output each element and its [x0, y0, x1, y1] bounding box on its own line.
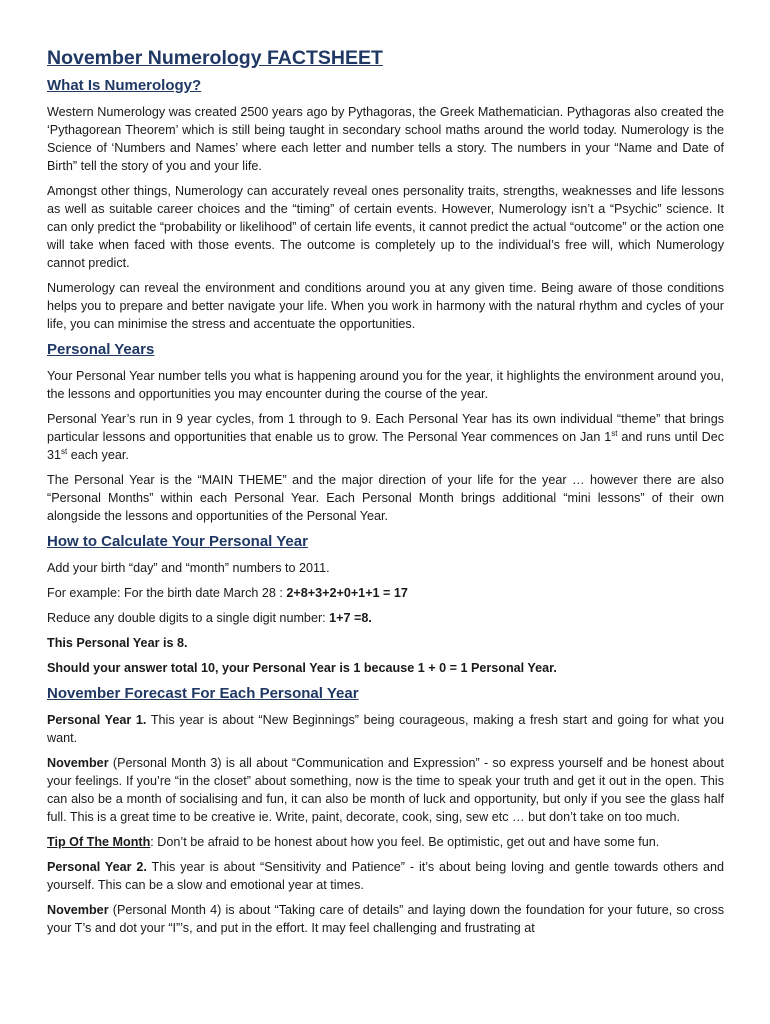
forecast-tip	[47, 833, 724, 851]
calc-line-3	[47, 609, 724, 627]
nov2-label: November	[47, 903, 109, 917]
py1-label: Personal Year 1.	[47, 713, 147, 727]
text: and runs until Dec 31	[47, 430, 724, 462]
text: Reduce any double digits to a single digit number:	[47, 611, 330, 625]
text: : Don’t be afraid to be honest about how you feel. Be optimistic, get out and have some fun.	[150, 835, 660, 849]
heading-question-mark: ?	[192, 77, 202, 94]
text: Personal Year’s run in 9 year cycles, from 1 through to 9. Each Personal Year has its own individual “theme” that brings particular lessons and opportunities that enable us to grow. The Personal Year commences on Jan 1	[47, 412, 724, 444]
calc-line-4: This Personal Year is 8.	[47, 636, 188, 650]
forecast-py1	[47, 711, 724, 747]
heading-what-is-numerology	[47, 76, 724, 96]
text: This year is about “New Beginnings” being courageous, making a fresh start and going for what you want.	[47, 713, 724, 745]
heading-text: What Is Numerology	[47, 77, 193, 94]
heading-november-forecast: November Forecast For Each Personal Year	[47, 685, 359, 702]
superscript: st	[611, 428, 618, 438]
calc-sum: 2+8+3+2+0+1+1 = 17	[286, 586, 408, 600]
py2-label: Personal Year 2.	[47, 860, 147, 874]
nov1-label: November	[47, 756, 109, 770]
paragraph-what-2: Amongst other things, Numerology can accurately reveal ones personality traits, strengths, weaknesses and life lessons as well as suitable career choices and the “timing” of certain events. However, Numerology isn’t a “Psychic” science. It can only predict the “probability or likelihood” of certain life events, it cannot predict the actual “outcome” or the action one will take when faced with those events. The outcome is completely up to the individual’s free will, which Numerology cannot predict.	[47, 184, 724, 270]
paragraph-personal-1: Your Personal Year number tells you what is happening around you for the year, it highlights the environment around you, the lessons and opportunities you may encounter during the course of the year.	[47, 369, 724, 401]
text: This year is about “Sensitivity and Patience” - it’s about being loving and gentle towards others and yourself. This can be a slow and emotional year at times.	[47, 860, 724, 892]
text: (Personal Month 3) is all about “Communication and Expression” - so express yourself and be honest about your feelings. If you’re “in the closet” about something, now is the time to speak your truth and get it out in the open. This can also be a month of socialising and fun, it can also be month of luck and opportunity, but only if you see the glass half full. This is a great time to be creative ie. Write, paint, decorate, cook, sing, sew etc … but don’t take on too much.	[47, 756, 724, 824]
text: For example: For the birth date March 28 :	[47, 586, 287, 600]
calc-line-5: Should your answer total 10, your Personal Year is 1 because 1 + 0 = 1 Personal Year.	[47, 661, 557, 675]
tip-label: Tip Of The Month	[47, 835, 151, 849]
paragraph-personal-3: The Personal Year is the “MAIN THEME” and the major direction of your life for the year … however there are also “Personal Months” within each Personal Year. Each Personal Month brings additional “mini lessons” of their own alongside the lessons and opportunities of the Personal Year.	[47, 473, 724, 523]
forecast-nov1	[47, 754, 724, 826]
calc-reduction: 1+7 =8.	[329, 611, 372, 625]
superscript: st	[61, 446, 68, 456]
forecast-py2	[47, 858, 724, 894]
heading-how-to-calculate: How to Calculate Your Personal Year	[47, 533, 308, 550]
page-title: November Numerology FACTSHEET	[47, 47, 383, 69]
forecast-nov2	[47, 901, 724, 937]
paragraph-what-3: Numerology can reveal the environment and conditions around you at any given time. Being aware of those conditions helps you to prepare and better navigate your life. When you work in harmony with the natural rhythm and cycles of your life, you can minimise the stress and accentuate the opportunities.	[47, 281, 724, 331]
text: each year.	[67, 448, 129, 462]
paragraph-what-1: Western Numerology was created 2500 years ago by Pythagoras, the Greek Mathematician. Pythagoras also created the ‘Pythagorean Theorem’ which is still being taught in secondary school maths around the world today. Numerology is the Science of ‘Numbers and Names’ where each letter and number tells a story. The numbers in your “Name and Date of Birth” tell the story of you and your life.	[47, 105, 724, 173]
paragraph-personal-2	[47, 410, 724, 464]
text: (Personal Month 4) is about “Taking care of details” and laying down the foundation for your future, so cross your T’s and dot your “I”’s, and put in the effort. It may feel challenging and frustrating at	[47, 903, 724, 935]
calc-line-2	[47, 584, 724, 602]
heading-personal-years: Personal Years	[47, 341, 155, 358]
factsheet-page	[47, 46, 724, 944]
calc-line-1: Add your birth “day” and “month” numbers to 2011.	[47, 561, 330, 575]
